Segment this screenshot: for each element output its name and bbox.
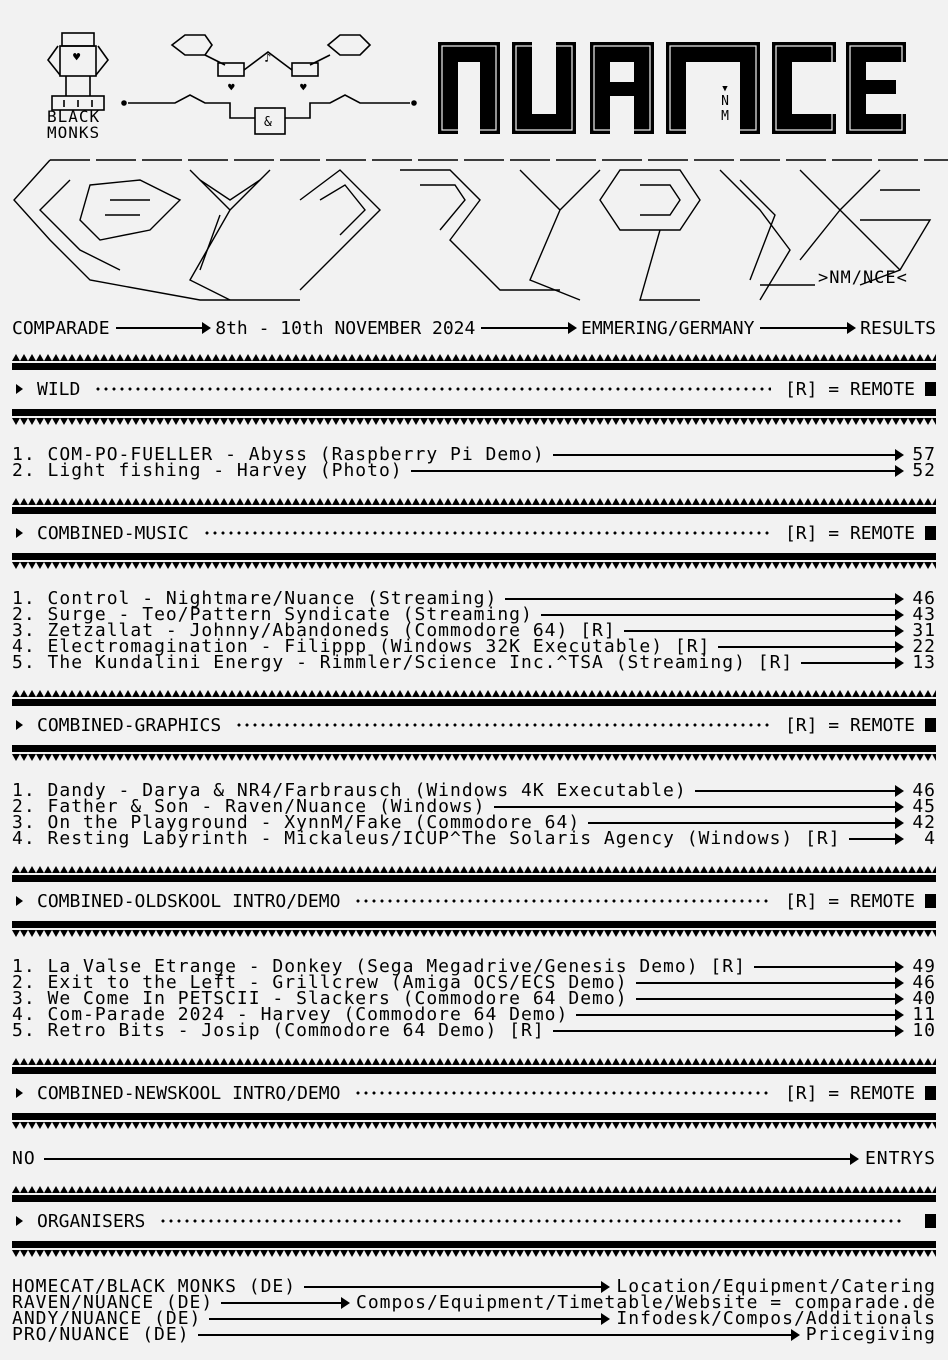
entry-score: 57 bbox=[912, 444, 936, 465]
arrow-right-icon bbox=[588, 822, 902, 824]
party-name: COMPARADE bbox=[12, 317, 110, 339]
entry-title: La Valse Etrange - Donkey (Sega Megadrive/Genesis Demo) [R] bbox=[47, 956, 746, 977]
no-entries-left: NO bbox=[12, 1148, 36, 1169]
entry-score: 46 bbox=[912, 588, 936, 609]
entry-rank: 5. bbox=[12, 1020, 36, 1041]
entry-score: 43 bbox=[912, 604, 936, 625]
black-monks-label-1: BLACK bbox=[47, 107, 101, 126]
zigzag-border-top bbox=[12, 690, 936, 697]
svg-text:♥: ♥ bbox=[228, 81, 235, 94]
nuance-block-logo bbox=[438, 42, 906, 134]
entry-title: Com-Parade 2024 - Harvey (Commodore 64 Demo) bbox=[47, 1004, 569, 1025]
arrow-right-icon bbox=[198, 1334, 798, 1336]
entry-rank: 5. bbox=[12, 652, 36, 673]
entry-title: We Come In PETSCII - Slackers (Commodore 64 Demo) bbox=[47, 988, 628, 1009]
entry-row bbox=[12, 652, 936, 673]
zigzag-border-bottom bbox=[12, 1250, 936, 1257]
organisers-list bbox=[12, 1276, 936, 1345]
entry-rank: 1. bbox=[12, 780, 36, 801]
zigzag-border-top bbox=[12, 498, 936, 505]
bar-border-bottom bbox=[12, 921, 936, 928]
entry-score: 4 bbox=[924, 828, 936, 849]
triangle-right-icon bbox=[16, 384, 23, 394]
arrow-right-icon bbox=[209, 1318, 608, 1320]
organiser-row bbox=[12, 1324, 936, 1345]
triangle-right-icon bbox=[16, 1216, 23, 1226]
entry-rank: 1. bbox=[12, 956, 36, 977]
remote-legend: [R] = REMOTE bbox=[784, 522, 915, 544]
bar-border-bottom bbox=[12, 409, 936, 416]
dotted-leader bbox=[94, 387, 771, 391]
section-header bbox=[12, 690, 936, 762]
entry-rank: 4. bbox=[12, 636, 36, 657]
spacer bbox=[36, 655, 48, 671]
entry-list bbox=[12, 588, 936, 673]
no-entries-right: ENTRYS bbox=[864, 1148, 936, 1169]
section-heading-row bbox=[12, 888, 936, 914]
svg-text:♥: ♥ bbox=[73, 50, 81, 64]
zigzag-border-bottom bbox=[12, 754, 936, 761]
spacer bbox=[36, 463, 48, 479]
remote-legend: [R] = REMOTE bbox=[784, 1082, 915, 1104]
bar-border-top bbox=[12, 699, 936, 706]
entry-title: COM-PO-FUELLER - Abyss (Raspberry Pi Demo) bbox=[47, 444, 545, 465]
section-header bbox=[12, 866, 936, 938]
triangle-right-icon bbox=[16, 1088, 23, 1098]
entry-score: 49 bbox=[912, 956, 936, 977]
svg-text:&: & bbox=[264, 115, 272, 130]
square-block-icon bbox=[925, 1214, 936, 1228]
arrow-right-icon bbox=[754, 966, 902, 968]
entry-score: 40 bbox=[912, 988, 936, 1009]
organiser-name: ANDY/NUANCE (DE) bbox=[12, 1308, 202, 1329]
dotted-leader bbox=[159, 1219, 901, 1223]
entry-title: Retro Bits - Josip (Commodore 64 Demo) [R] bbox=[47, 1020, 545, 1041]
organiser-role: Compos/Equipment/Timetable/Website = comparade.de bbox=[355, 1292, 936, 1313]
entry-rank: 4. bbox=[12, 828, 36, 849]
dotted-leader bbox=[203, 531, 771, 535]
entry-list bbox=[12, 780, 936, 849]
arrow-right-icon bbox=[505, 598, 902, 600]
zigzag-border-top bbox=[12, 1186, 936, 1193]
zigzag-border-top bbox=[12, 866, 936, 873]
arrow-right-icon bbox=[718, 646, 902, 648]
bar-border-top bbox=[12, 507, 936, 514]
section-heading-row bbox=[12, 1080, 936, 1106]
entry-rank: 2. bbox=[12, 460, 36, 481]
organiser-role: Location/Equipment/Catering bbox=[616, 1276, 936, 1297]
section-title: COMBINED-MUSIC bbox=[37, 522, 189, 544]
arrow-right-icon bbox=[553, 1030, 902, 1032]
arrow-right-icon bbox=[636, 982, 902, 984]
section-title: WILD bbox=[37, 378, 81, 400]
section-title: ORGANISERS bbox=[37, 1210, 146, 1232]
arrow-right-icon bbox=[849, 838, 902, 840]
spacer bbox=[36, 831, 48, 847]
section-heading-row bbox=[12, 520, 936, 546]
entry-title: Father & Son - Raven/Nuance (Windows) bbox=[47, 796, 486, 817]
entry-rank: 3. bbox=[12, 988, 36, 1009]
organiser-role: Pricegiving bbox=[805, 1324, 936, 1345]
bar-border-bottom bbox=[12, 745, 936, 752]
entry-score: 31 bbox=[912, 620, 936, 641]
bar-border-bottom bbox=[12, 553, 936, 560]
logo-tag-n: N bbox=[721, 94, 729, 109]
arrow-right-icon bbox=[304, 1286, 608, 1288]
arrow-right-icon bbox=[221, 1302, 348, 1304]
no-entries-row bbox=[12, 1148, 936, 1169]
square-block-icon bbox=[925, 718, 936, 732]
header-art-graphics bbox=[0, 0, 948, 315]
zigzag-border-bottom bbox=[12, 1122, 936, 1129]
organiser-name: PRO/NUANCE (DE) bbox=[12, 1324, 190, 1345]
party-location: EMMERING/GERMANY bbox=[581, 317, 755, 339]
section-title: COMBINED-NEWSKOOL INTRO/DEMO bbox=[37, 1082, 341, 1104]
bar-border-bottom bbox=[12, 1241, 936, 1248]
section-heading-row bbox=[12, 376, 936, 402]
monk-figure-icon bbox=[48, 33, 108, 110]
arrow-right-icon bbox=[481, 327, 575, 329]
triangle-right-icon bbox=[16, 896, 23, 906]
section-header bbox=[12, 1058, 936, 1130]
entry-rank: 2. bbox=[12, 604, 36, 625]
entry-title: Zetzallat - Johnny/Abandoneds (Commodore 64) [R] bbox=[47, 620, 616, 641]
bar-border-top bbox=[12, 1195, 936, 1202]
dotted-leader bbox=[354, 1091, 771, 1095]
entry-score: 46 bbox=[912, 972, 936, 993]
entry-title: Light fishing - Harvey (Photo) bbox=[47, 460, 403, 481]
entry-score: 42 bbox=[912, 812, 936, 833]
remote-legend: [R] = REMOTE bbox=[784, 714, 915, 736]
entry-score: 11 bbox=[912, 1004, 936, 1025]
entry-rank: 4. bbox=[12, 1004, 36, 1025]
organiser-name: RAVEN/NUANCE (DE) bbox=[12, 1292, 214, 1313]
header-ascii-art bbox=[0, 0, 948, 315]
entry-rank: 3. bbox=[12, 812, 36, 833]
title-bar bbox=[12, 316, 936, 340]
entry-title: Surge - Teo/Pattern Syndicate (Streaming) bbox=[47, 604, 533, 625]
dotted-leader bbox=[235, 723, 771, 727]
black-monks-label-2: MONKS bbox=[47, 123, 101, 142]
entry-list bbox=[12, 444, 936, 481]
bar-border-top bbox=[12, 875, 936, 882]
entry-title: Exit to the Left - Grillcrew (Amiga OCS/ECS Demo) bbox=[47, 972, 628, 993]
arrow-right-icon bbox=[411, 470, 902, 472]
section-header bbox=[12, 354, 936, 426]
remote-legend: [R] = REMOTE bbox=[784, 378, 915, 400]
square-block-icon bbox=[925, 894, 936, 908]
entry-row bbox=[12, 828, 936, 849]
arrow-right-icon bbox=[801, 662, 902, 664]
section-title: COMBINED-OLDSKOOL INTRO/DEMO bbox=[37, 890, 341, 912]
arrow-right-icon bbox=[576, 1014, 902, 1016]
entry-score: 13 bbox=[912, 652, 936, 673]
zigzag-border-top bbox=[12, 354, 936, 361]
entry-title: Control - Nightmare/Nuance (Streaming) bbox=[47, 588, 498, 609]
entry-score: 52 bbox=[912, 460, 936, 481]
entry-row bbox=[12, 460, 936, 481]
square-block-icon bbox=[925, 526, 936, 540]
organiser-role: Infodesk/Compos/Additionals bbox=[616, 1308, 936, 1329]
zigzag-border-bottom bbox=[12, 418, 936, 425]
arrow-right-icon bbox=[624, 630, 902, 632]
svg-text:♥: ♥ bbox=[300, 81, 307, 94]
entry-title: Resting Labyrinth - Mickaleus/ICUP^The Solaris Agency (Windows) [R] bbox=[47, 828, 841, 849]
arrow-right-icon bbox=[541, 614, 902, 616]
organisers-header bbox=[12, 1186, 936, 1258]
arrow-right-icon bbox=[760, 327, 854, 329]
arrow-right-icon bbox=[695, 790, 902, 792]
entry-rank: 1. bbox=[12, 588, 36, 609]
organiser-name: HOMECAT/BLACK MONKS (DE) bbox=[12, 1276, 297, 1297]
remote-legend: [R] = REMOTE bbox=[784, 890, 915, 912]
results-label: RESULTS bbox=[860, 317, 936, 339]
bar-border-top bbox=[12, 1067, 936, 1074]
spacer bbox=[36, 1023, 48, 1039]
square-block-icon bbox=[925, 382, 936, 396]
logo-tag-m: M bbox=[721, 109, 729, 124]
entry-score: 46 bbox=[912, 780, 936, 801]
entry-title: On the Playground - XynnM/Fake (Commodore 64) bbox=[47, 812, 581, 833]
logo-tag: ▼ N M bbox=[718, 85, 732, 124]
entry-title: Electromagination - Filippp (Windows 32K Executable) [R] bbox=[47, 636, 711, 657]
dotted-leader bbox=[354, 899, 771, 903]
entry-row bbox=[12, 1020, 936, 1041]
bar-border-top bbox=[12, 363, 936, 370]
svg-text:♪: ♪ bbox=[264, 51, 272, 65]
ascii-credit: >NM/NCE< bbox=[818, 268, 908, 288]
party-dates: 8th - 10th NOVEMBER 2024 bbox=[215, 317, 476, 339]
bar-border-bottom bbox=[12, 1113, 936, 1120]
entry-rank: 3. bbox=[12, 620, 36, 641]
entry-title: Dandy - Darya & NR4/Farbrausch (Windows 4K Executable) bbox=[47, 780, 687, 801]
entry-score: 45 bbox=[912, 796, 936, 817]
entry-rank: 2. bbox=[12, 796, 36, 817]
entry-rank: 2. bbox=[12, 972, 36, 993]
comparade-ascii-logo bbox=[14, 160, 948, 300]
section-heading-row bbox=[12, 712, 936, 738]
arrow-right-icon bbox=[494, 806, 903, 808]
arrow-right-icon bbox=[116, 327, 210, 329]
entry-list bbox=[12, 956, 936, 1041]
entry-title: The Kundalini Energy - Rimmler/Science Inc.^TSA (Streaming) [R] bbox=[47, 652, 794, 673]
entry-score: 22 bbox=[912, 636, 936, 657]
square-block-icon bbox=[925, 1086, 936, 1100]
section-title: COMBINED-GRAPHICS bbox=[37, 714, 222, 736]
arrow-right-icon bbox=[44, 1158, 857, 1160]
triangle-right-icon bbox=[16, 528, 23, 538]
section-header bbox=[12, 498, 936, 570]
zigzag-border-top bbox=[12, 1058, 936, 1065]
entry-score: 10 bbox=[912, 1020, 936, 1041]
arrow-right-icon bbox=[553, 454, 902, 456]
triangle-right-icon bbox=[16, 720, 23, 730]
entry-rank: 1. bbox=[12, 444, 36, 465]
zigzag-border-bottom bbox=[12, 930, 936, 937]
arrow-right-icon bbox=[636, 998, 902, 1000]
entry-list bbox=[12, 1148, 936, 1169]
zigzag-border-bottom bbox=[12, 562, 936, 569]
section-heading-row bbox=[12, 1208, 936, 1234]
